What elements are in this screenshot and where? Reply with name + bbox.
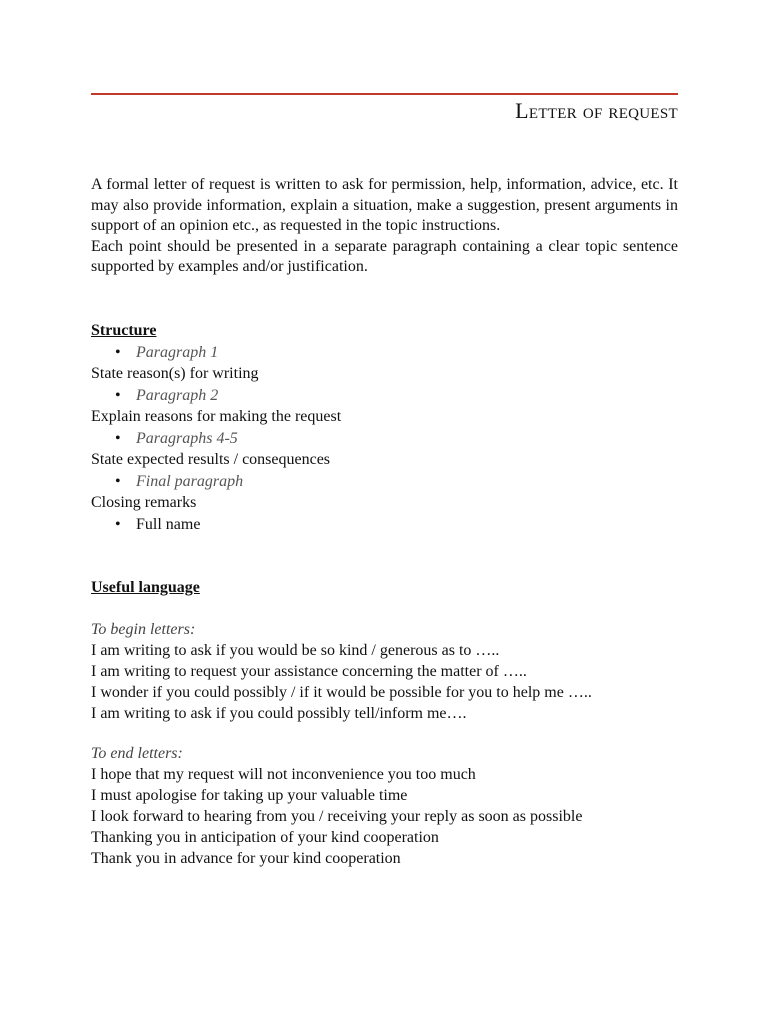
phrase-line: Thanking you in anticipation of your kind cooperation <box>91 829 439 846</box>
intro-section <box>91 175 678 278</box>
phrase-line: I must apologise for taking up your valuable time <box>91 787 408 804</box>
list-item <box>91 428 678 450</box>
begin-letters-section <box>91 619 678 724</box>
structure-description: State reason(s) for writing <box>91 365 259 382</box>
phrase-line: I look forward to hearing from you / receiving your reply as soon as possible <box>91 808 583 825</box>
list-item <box>91 471 678 493</box>
structure-description: State expected results / consequences <box>91 451 331 468</box>
structure-bullet-label: Paragraph 2 <box>136 386 219 404</box>
begin-letters-label: To begin letters: <box>91 621 196 638</box>
useful-language-heading: Useful language <box>91 579 200 596</box>
intro-paragraph-1: A formal letter of request is written to ask for permission, help, information, advice, etc. It may also provide information, explain a situation, make a suggestion, present arguments in support of an opinion etc., as requested in the topic instructions. <box>91 176 678 235</box>
structure-description: Explain reasons for making the request <box>91 408 342 425</box>
list-item <box>91 514 678 536</box>
list-item <box>91 342 678 364</box>
document-page <box>91 0 678 1024</box>
structure-bullet-label: Final paragraph <box>136 472 244 490</box>
phrase-line: I wonder if you could possibly / if it would be possible for you to help me ….. <box>91 684 592 701</box>
end-letters-section <box>91 743 678 869</box>
structure-section <box>91 320 678 535</box>
list-item <box>91 385 678 407</box>
phrase-line: I am writing to ask if you would be so kind / generous as to ….. <box>91 642 500 659</box>
phrase-line: I am writing to ask if you could possibly tell/inform me…. <box>91 705 467 722</box>
phrase-line: Thank you in advance for your kind cooperation <box>91 850 401 867</box>
bullet-icon: • <box>115 515 121 533</box>
document-title: Letter of request <box>515 98 678 123</box>
intro-paragraph-2: Each point should be presented in a separate paragraph containing a clear topic sentence supported by examples and/or justification. <box>91 237 678 276</box>
structure-description: Closing remarks <box>91 494 197 511</box>
structure-heading: Structure <box>91 322 157 339</box>
structure-bullet-label: Paragraphs 4-5 <box>136 429 238 447</box>
structure-bullet-label: Full name <box>136 515 201 533</box>
end-letters-label: To end letters: <box>91 745 183 762</box>
bullet-icon: • <box>115 343 121 361</box>
bullet-icon: • <box>115 386 121 404</box>
phrase-line: I am writing to request your assistance concerning the matter of ….. <box>91 663 527 680</box>
structure-bullet-label: Paragraph 1 <box>136 343 219 361</box>
bullet-icon: • <box>115 472 121 490</box>
useful-language-section <box>91 577 678 599</box>
bullet-icon: • <box>115 429 121 447</box>
phrase-line: I hope that my request will not inconvenience you too much <box>91 766 476 783</box>
header-rule <box>91 93 678 95</box>
